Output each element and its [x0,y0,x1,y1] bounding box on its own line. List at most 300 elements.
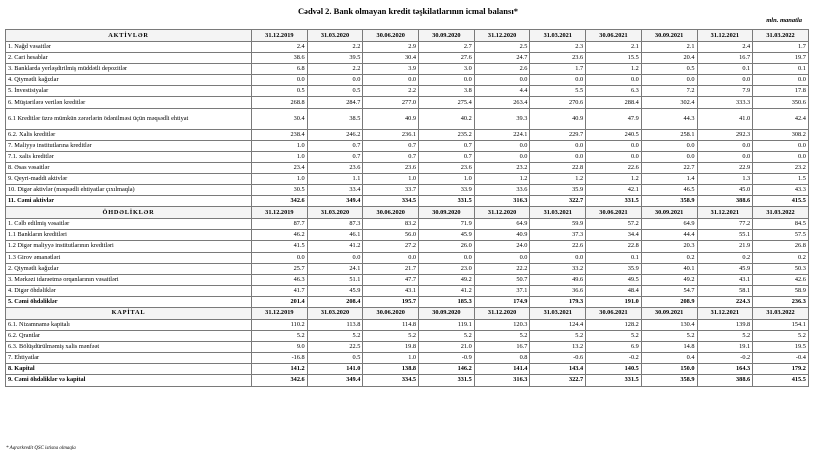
value-cell: 49.2 [419,274,475,285]
value-cell: 124.4 [530,319,586,330]
value-cell: 41.2 [307,241,363,252]
value-cell: 0.0 [363,252,419,263]
value-cell: 26.0 [419,241,475,252]
value-cell: 45.9 [307,285,363,296]
value-cell: 39.3 [474,108,530,129]
footnote: * Aqrarkredit QSC istisna olmaqla [6,446,76,451]
value-cell: 179.3 [530,296,586,307]
table-row [6,75,809,86]
row-label: 1.3 Girov əmanətləri [6,252,252,263]
value-cell: 37.1 [474,285,530,296]
row-label: 6.1 Kreditlər üzrə mümkün zərərlərin ödənilməsi üçün məqsədli ehtiyat [6,108,252,129]
value-cell: 224.1 [474,129,530,140]
value-cell: 316.3 [474,375,530,386]
value-cell: 2.4 [697,42,753,53]
value-cell: 0.0 [530,151,586,162]
value-cell: 50.3 [753,263,809,274]
value-cell: 22.6 [586,162,642,173]
table-row [6,129,809,140]
value-cell: 0.0 [474,151,530,162]
table-row [6,263,809,274]
value-cell: 275.4 [419,97,475,108]
value-cell: 13.2 [530,342,586,353]
table-row [6,97,809,108]
date-header-cell: 30.06.2020 [363,30,419,42]
table-row [6,185,809,196]
row-label: 7. Maliyyə institutlarına kreditlər [6,140,252,151]
value-cell: 0.0 [530,75,586,86]
value-cell: 1.0 [252,173,308,184]
section-header-label: KAPİTAL [6,307,252,319]
date-header-cell: 31.03.2022 [753,207,809,219]
value-cell: 33.4 [307,185,363,196]
value-cell: 208.4 [307,296,363,307]
value-cell: 0.0 [530,252,586,263]
value-cell: 83.2 [363,219,419,230]
value-cell: 47.7 [363,274,419,285]
table-row [6,151,809,162]
value-cell: 110.2 [252,319,308,330]
value-cell: 331.5 [419,375,475,386]
value-cell: 1.0 [419,173,475,184]
value-cell: 0.0 [474,75,530,86]
value-cell: 0.0 [307,75,363,86]
value-cell: 5.2 [530,331,586,342]
value-cell: 331.5 [586,375,642,386]
value-cell: 1.0 [252,151,308,162]
section-header-label: AKTİVLƏR [6,30,252,42]
row-label: 1.1 Bankların kreditləri [6,230,252,241]
value-cell: 0.0 [530,140,586,151]
date-header-cell: 31.03.2020 [307,307,363,319]
value-cell: 185.3 [419,296,475,307]
value-cell: 0.1 [753,64,809,75]
value-cell: 2.4 [252,42,308,53]
value-cell: 22.8 [586,241,642,252]
value-cell: 0.0 [252,252,308,263]
date-header-cell: 31.03.2022 [753,307,809,319]
value-cell: 0.7 [307,140,363,151]
value-cell: 36.6 [530,285,586,296]
value-cell: 23.6 [419,162,475,173]
value-cell: 0.0 [474,252,530,263]
value-cell: 77.2 [697,219,753,230]
value-cell: 229.7 [530,129,586,140]
value-cell: 2.3 [530,42,586,53]
value-cell: 33.6 [474,185,530,196]
value-cell: 0.2 [641,252,697,263]
value-cell: 141.2 [252,364,308,375]
table-row [6,364,809,375]
value-cell: 6.8 [252,64,308,75]
date-header-cell: 30.06.2021 [586,307,642,319]
value-cell: 30.4 [363,53,419,64]
value-cell: 0.0 [641,151,697,162]
value-cell: 0.5 [641,64,697,75]
section-header-row [6,30,809,42]
value-cell: 1.1 [307,173,363,184]
value-cell: 388.6 [697,375,753,386]
value-cell: 0.0 [586,75,642,86]
value-cell: 49.6 [530,274,586,285]
value-cell: 45.0 [697,185,753,196]
value-cell: 2.7 [419,42,475,53]
value-cell: 0.0 [586,151,642,162]
table-row [6,241,809,252]
value-cell: 27.2 [363,241,419,252]
value-cell: 40.2 [419,108,475,129]
value-cell: 322.7 [530,375,586,386]
table-title: Cədvəl 2. Bank olmayan kredit təşkilatlarının icmal balansı* [298,6,518,16]
table-row [6,162,809,173]
value-cell: 24.0 [474,241,530,252]
value-cell: 1.2 [586,64,642,75]
value-cell: 49.2 [641,274,697,285]
value-cell: 21.9 [697,241,753,252]
value-cell: 22.2 [474,263,530,274]
value-cell: 238.4 [252,129,308,140]
value-cell: 49.5 [586,274,642,285]
date-header-cell: 31.03.2021 [530,207,586,219]
table-row [6,285,809,296]
table-row [6,252,809,263]
value-cell: 22.7 [641,162,697,173]
value-cell: 1.3 [697,173,753,184]
value-cell: 14.8 [641,342,697,353]
value-cell: 24.7 [474,53,530,64]
value-cell: 2.9 [363,42,419,53]
value-cell: -0.6 [530,353,586,364]
value-cell: 2.2 [307,42,363,53]
table-row [6,140,809,151]
value-cell: 174.9 [474,296,530,307]
value-cell: 349.4 [307,375,363,386]
value-cell: 34.4 [586,230,642,241]
value-cell: 7.9 [697,86,753,97]
value-cell: 42.6 [753,274,809,285]
units-label: mln. manatla [766,17,802,24]
value-cell: 23.2 [753,162,809,173]
value-cell: 0.1 [697,64,753,75]
balance-table-body [6,30,809,387]
value-cell: 3.8 [419,86,475,97]
value-cell: 0.5 [252,86,308,97]
date-header-cell: 30.09.2021 [641,307,697,319]
value-cell: 0.7 [419,140,475,151]
value-cell: 27.6 [419,53,475,64]
row-label: 6.2. Xalis kreditlər [6,129,252,140]
value-cell: 0.0 [697,75,753,86]
date-header-cell: 30.09.2021 [641,207,697,219]
value-cell: 19.5 [753,342,809,353]
value-cell: 191.0 [586,296,642,307]
value-cell: 0.2 [697,252,753,263]
value-cell: 113.8 [307,319,363,330]
value-cell: 50.7 [474,274,530,285]
row-label: 2. Cari hesablar [6,53,252,64]
value-cell: 342.6 [252,196,308,207]
value-cell: 19.8 [363,342,419,353]
value-cell: 5.2 [697,331,753,342]
value-cell: 0.0 [307,252,363,263]
table-row [6,230,809,241]
value-cell: 350.6 [753,97,809,108]
value-cell: 236.1 [363,129,419,140]
value-cell: 23.2 [474,162,530,173]
value-cell: 0.2 [753,252,809,263]
row-label: 11. Cəmi aktivlər [6,196,252,207]
value-cell: 224.3 [697,296,753,307]
value-cell: 33.7 [363,185,419,196]
value-cell: 388.6 [697,196,753,207]
value-cell: 284.7 [307,97,363,108]
value-cell: 87.3 [307,219,363,230]
value-cell: 22.5 [307,342,363,353]
date-header-cell: 31.03.2020 [307,30,363,42]
value-cell: 17.8 [753,86,809,97]
value-cell: 415.5 [753,196,809,207]
value-cell: 0.0 [419,75,475,86]
value-cell: 331.5 [419,196,475,207]
table-row [6,42,809,53]
date-header-cell: 31.12.2020 [474,307,530,319]
table-row [6,274,809,285]
value-cell: 0.0 [363,75,419,86]
value-cell: 277.0 [363,97,419,108]
value-cell: 5.2 [307,331,363,342]
value-cell: 0.0 [753,151,809,162]
date-header-cell: 31.12.2020 [474,207,530,219]
value-cell: 3.9 [363,64,419,75]
value-cell: 6.3 [586,86,642,97]
value-cell: 20.4 [641,53,697,64]
value-cell: 43.3 [753,185,809,196]
value-cell: 120.3 [474,319,530,330]
value-cell: 2.5 [474,42,530,53]
value-cell: 1.7 [753,42,809,53]
row-label: 2. Qiymətli kağızlar [6,263,252,274]
value-cell: 1.2 [586,173,642,184]
date-header-cell: 31.12.2021 [697,30,753,42]
value-cell: 288.4 [586,97,642,108]
date-header-cell: 30.09.2020 [419,307,475,319]
value-cell: 57.5 [753,230,809,241]
value-cell: 2.2 [307,64,363,75]
value-cell: 84.5 [753,219,809,230]
value-cell: 0.7 [307,151,363,162]
value-cell: 292.3 [697,129,753,140]
value-cell: 5.2 [419,331,475,342]
value-cell: 7.2 [641,86,697,97]
value-cell: 2.1 [586,42,642,53]
table-row [6,296,809,307]
value-cell: 51.1 [307,274,363,285]
value-cell: 334.5 [363,375,419,386]
value-cell: 358.9 [641,375,697,386]
value-cell: 208.9 [641,296,697,307]
value-cell: 44.4 [641,230,697,241]
value-cell: 54.7 [641,285,697,296]
value-cell: 41.7 [252,285,308,296]
value-cell: 0.0 [697,151,753,162]
value-cell: 141.0 [307,364,363,375]
date-header-cell: 30.06.2021 [586,207,642,219]
row-label: 6.1. Nizamnamə kapitalı [6,319,252,330]
value-cell: 3.0 [419,64,475,75]
row-label: 3. Mərkəzi idarəetmə orqanlarının vəsaitləri [6,274,252,285]
date-header-cell: 30.06.2020 [363,207,419,219]
value-cell: -0.4 [753,353,809,364]
value-cell: 0.4 [641,353,697,364]
value-cell: 1.0 [363,173,419,184]
value-cell: 37.3 [530,230,586,241]
value-cell: 24.1 [307,263,363,274]
value-cell: 128.2 [586,319,642,330]
table-row [6,331,809,342]
value-cell: 154.1 [753,319,809,330]
value-cell: 240.5 [586,129,642,140]
value-cell: 40.9 [363,108,419,129]
row-label: 6. Müştərilərə verilən kreditlər [6,97,252,108]
row-label: 8. Əsas vəsaitlər [6,162,252,173]
value-cell: 415.5 [753,375,809,386]
value-cell: 40.1 [641,263,697,274]
date-header-cell: 31.12.2019 [252,207,308,219]
value-cell: 42.1 [586,185,642,196]
value-cell: 236.3 [753,296,809,307]
value-cell: 246.2 [307,129,363,140]
value-cell: 40.9 [530,108,586,129]
value-cell: 30.5 [252,185,308,196]
value-cell: 23.4 [252,162,308,173]
value-cell: 6.9 [586,342,642,353]
table-row [6,196,809,207]
value-cell: 0.0 [753,75,809,86]
value-cell: 23.6 [530,53,586,64]
value-cell: 130.4 [641,319,697,330]
value-cell: 0.0 [474,140,530,151]
value-cell: 2.6 [474,64,530,75]
value-cell: 143.4 [530,364,586,375]
value-cell: 0.0 [252,75,308,86]
value-cell: 141.4 [474,364,530,375]
value-cell: 0.0 [753,140,809,151]
value-cell: 44.3 [641,108,697,129]
value-cell: 316.3 [474,196,530,207]
value-cell: 38.5 [307,108,363,129]
value-cell: 1.4 [641,173,697,184]
date-header-cell: 31.03.2021 [530,307,586,319]
row-label: 9. Qeyri-maddi aktivlər [6,173,252,184]
date-header-cell: 30.09.2020 [419,207,475,219]
date-header-cell: 31.12.2021 [697,307,753,319]
value-cell: 41.5 [252,241,308,252]
value-cell: 1.5 [753,173,809,184]
value-cell: 1.2 [474,173,530,184]
value-cell: -0.2 [697,353,753,364]
date-header-cell: 31.12.2019 [252,307,308,319]
value-cell: 150.0 [641,364,697,375]
value-cell: 48.4 [586,285,642,296]
value-cell: 1.7 [530,64,586,75]
row-label: 4. Qiymətli kağızlar [6,75,252,86]
row-label: 1.2 Digər maliyyə institutlarının kreditləri [6,241,252,252]
value-cell: 35.9 [530,185,586,196]
row-label: 5. Cəmi öhdəliklər [6,296,252,307]
value-cell: 179.2 [753,364,809,375]
value-cell: 15.5 [586,53,642,64]
value-cell: 5.2 [252,331,308,342]
value-cell: -16.8 [252,353,308,364]
table-row [6,342,809,353]
value-cell: 334.5 [363,196,419,207]
value-cell: 59.9 [530,219,586,230]
value-cell: 30.4 [252,108,308,129]
row-label: 8. Kapital [6,364,252,375]
date-header-cell: 31.12.2020 [474,30,530,42]
value-cell: 5.2 [641,331,697,342]
value-cell: 0.7 [363,140,419,151]
section-header-row [6,307,809,319]
value-cell: 46.5 [641,185,697,196]
value-cell: 22.8 [530,162,586,173]
value-cell: 38.6 [252,53,308,64]
value-cell: 43.1 [363,285,419,296]
value-cell: 138.8 [363,364,419,375]
value-cell: 5.2 [586,331,642,342]
value-cell: 302.4 [641,97,697,108]
value-cell: 21.0 [419,342,475,353]
value-cell: 46.1 [307,230,363,241]
value-cell: 0.8 [474,353,530,364]
table-row [6,64,809,75]
row-label: 5. İnvestisiyalar [6,86,252,97]
value-cell: 5.5 [530,86,586,97]
date-header-cell: 31.12.2021 [697,207,753,219]
balance-table [5,29,809,387]
value-cell: 5.2 [474,331,530,342]
date-header-cell: 31.12.2019 [252,30,308,42]
value-cell: -0.2 [586,353,642,364]
date-header-cell: 30.09.2021 [641,30,697,42]
value-cell: 21.7 [363,263,419,274]
value-cell: 20.3 [641,241,697,252]
value-cell: 0.0 [697,140,753,151]
value-cell: 41.0 [697,108,753,129]
row-label: 10. Digər aktivlər (məqsədli ehtiyatlar çıxılmaqla) [6,185,252,196]
value-cell: -0.9 [419,353,475,364]
table-row [6,319,809,330]
value-cell: 45.9 [419,230,475,241]
value-cell: 195.7 [363,296,419,307]
value-cell: 26.8 [753,241,809,252]
value-cell: 235.2 [419,129,475,140]
value-cell: 41.2 [419,285,475,296]
value-cell: 22.6 [530,241,586,252]
value-cell: 47.9 [586,108,642,129]
value-cell: 5.2 [753,331,809,342]
value-cell: 258.1 [641,129,697,140]
value-cell: 349.4 [307,196,363,207]
value-cell: 71.9 [419,219,475,230]
value-cell: 0.1 [586,252,642,263]
value-cell: 342.6 [252,375,308,386]
value-cell: 33.2 [530,263,586,274]
value-cell: 0.7 [419,151,475,162]
value-cell: 19.1 [697,342,753,353]
value-cell: 64.9 [641,219,697,230]
row-label: 6.2. Qrantlar [6,331,252,342]
